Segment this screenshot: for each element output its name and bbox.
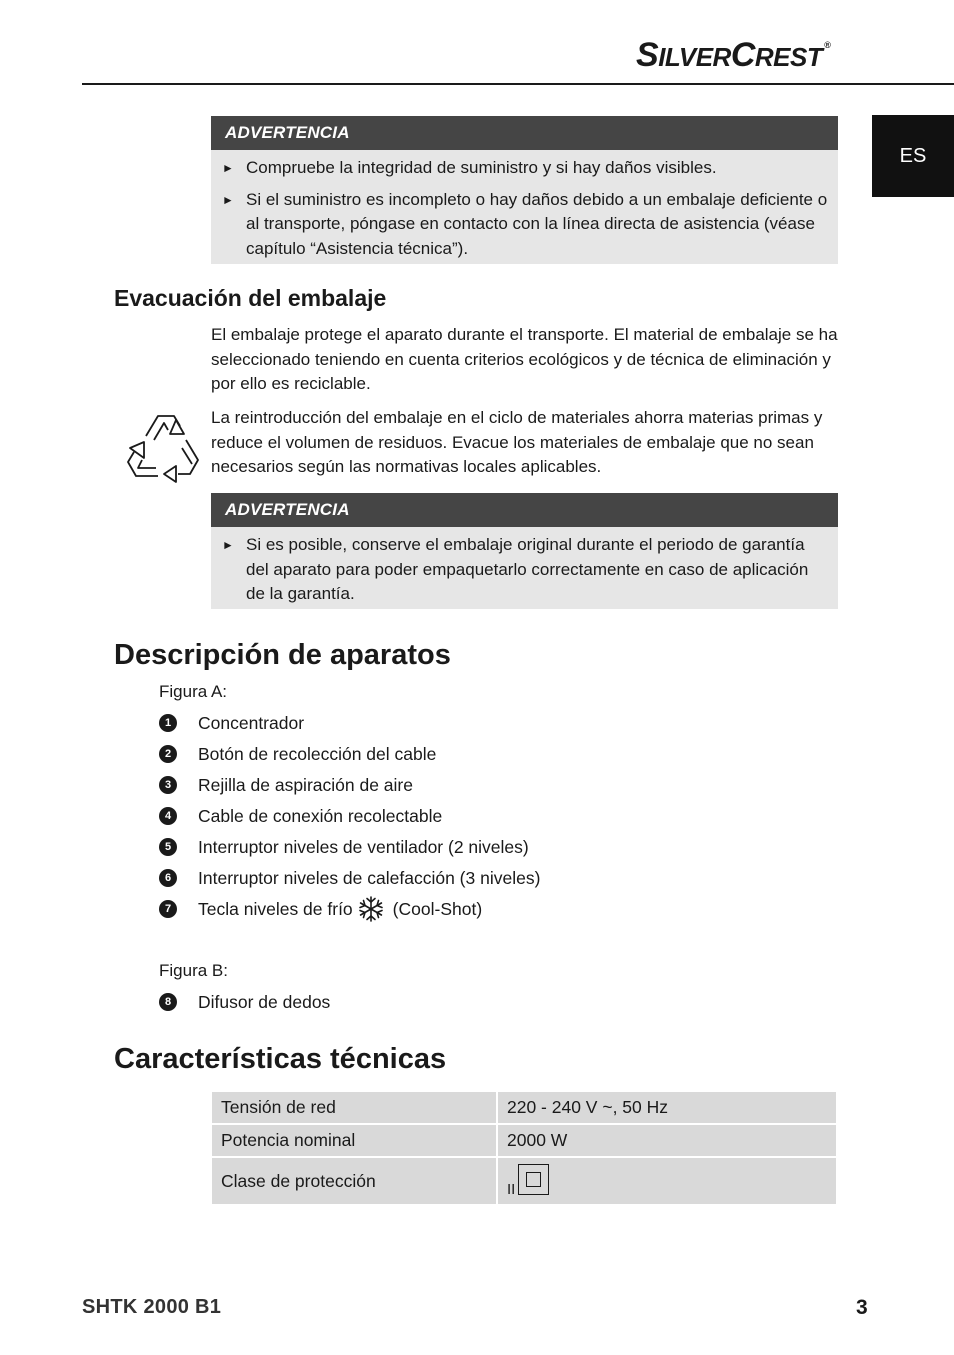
packaging-paragraph-1: El embalaje protege el aparato durante el transporte. El material de embalaje se ha seleccionado teniendo en cuenta criterios ecológicos y de técnica de eliminación y por ello es reciclable. [211,325,838,393]
list-item: 5 Interruptor niveles de ventilador (2 niveles) [159,836,529,858]
list-item: 2 Botón de recolección del cable [159,743,436,765]
bullet-arrow-icon: ► [222,161,234,175]
packaging-paragraph-2: La reintroducción del embalaje en el ciclo de materiales ahorra materias primas y reduce el volumen de residuos. Evacue los materiales de embalaje que no sean necesarios según las normativas locales aplicables. [211,408,823,476]
bullet-arrow-icon: ► [222,538,234,552]
spec-value [498,1158,836,1204]
header-rule [82,83,954,85]
spec-key: Tensión de red [212,1092,496,1123]
footer-model: SHTK 2000 B1 [82,1296,222,1318]
double-insulation-icon [518,1164,549,1195]
list-item: 8 Difusor de dedos [159,991,330,1013]
table-row [212,1092,836,1123]
warning-item: ► Si el suministro es incompleto o hay daños debido a un embalaje deficiente o al transporte, póngase en contacto con la línea directa de asistencia (véase capítulo “Asistencia técnica”). [221,188,828,262]
page-number: 3 [856,1296,868,1319]
list-item: 1 Concentrador [159,712,304,734]
brand-logo: SILVERCREST ® [636,36,831,74]
section-heading-description: Descripción de aparatos [114,639,451,671]
spec-key: Potencia nominal [212,1125,496,1156]
warning-box [211,493,838,609]
table-row [212,1125,836,1156]
section-heading-specs: Características técnicas [114,1043,447,1075]
list-item: 7 Tecla niveles de frío (Cool-Shot) [159,898,482,920]
item-number: 3 [159,776,177,794]
spec-value: 2000 W [498,1125,836,1156]
item-number: 4 [159,807,177,825]
specs-table [210,1090,838,1206]
figure-b-label: Figura B: [159,961,228,980]
item-number: 2 [159,745,177,763]
item-number: 5 [159,838,177,856]
warning-item: ► Compruebe la integridad de suministro y si hay daños visibles. [221,156,828,181]
list-item: 6 Interruptor niveles de calefacción (3 niveles) [159,867,540,889]
spec-value: 220 - 240 V ~, 50 Hz [498,1092,836,1123]
snowflake-icon [357,895,385,923]
figure-a-label: Figura A: [159,682,228,701]
language-tab: ES [872,115,954,197]
item-number: 7 [159,900,177,918]
warning-box [211,116,838,264]
item-number: 1 [159,714,177,732]
item-number: 8 [159,993,177,1011]
list-item: 4 Cable de conexión recolectable [159,805,442,827]
protection-class-symbol: II [507,1164,549,1197]
item-number: 6 [159,869,177,887]
table-row [212,1158,836,1204]
warning-title: ADVERTENCIA [211,116,838,150]
list-item: 3 Rejilla de aspiración de aire [159,774,413,796]
recycle-icon [120,408,204,488]
spec-key: Clase de protección [212,1158,496,1204]
warning-item: ► Si es posible, conserve el embalaje original durante el periodo de garantía del aparato para poder empaquetarlo correctamente en caso de aplicación de la garantía. [221,533,828,607]
bullet-arrow-icon: ► [222,192,234,207]
warning-title: ADVERTENCIA [211,493,838,527]
section-heading-packaging: Evacuación del embalaje [114,285,387,311]
